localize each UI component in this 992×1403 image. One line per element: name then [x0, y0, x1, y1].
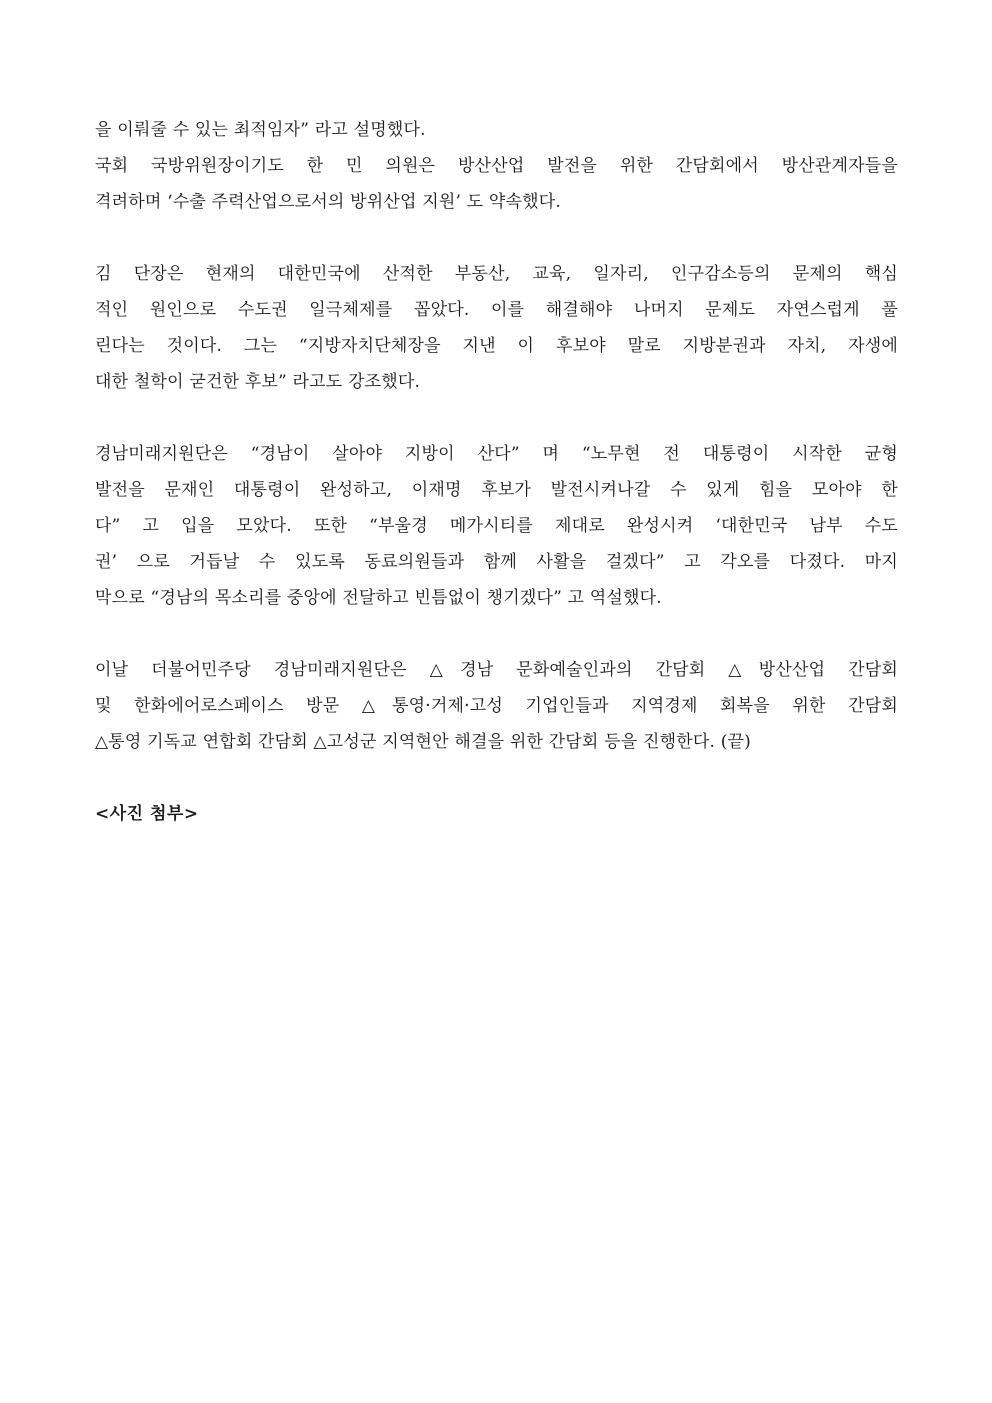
text-line: 권’ 으로 거듭날 수 있도록 동료의원들과 함께 사활을 걸겠다” 고 각오를 다졌다. 마지	[95, 552, 898, 572]
text-line: △통영 기독교 연합회 간담회 △고성군 지역현안 해결을 위한 간담회 등을 진행한다. (끝)	[95, 732, 751, 752]
paragraph-3	[95, 256, 898, 400]
paragraph-spacer	[95, 616, 898, 652]
text-line: 국회 국방위원장이기도 한 민 의원은 방산산업 발전을 위한 간담회에서 방산관계자들을	[95, 156, 898, 176]
paragraph-5	[95, 652, 898, 760]
text-line: 경남미래지원단은 “경남이 살아야 지방이 산다” 며 “노무현 전 대통령이 시작한 균형	[95, 444, 898, 464]
text-line: 다” 고 입을 모았다. 또한 “부울경 메가시티를 제대로 완성시켜 ‘대한민국 남부 수도	[95, 516, 898, 536]
text-line: 적인 원인으로 수도권 일극체제를 꼽았다. 이를 해결해야 나머지 문제도 자연스럽게 풀	[95, 300, 898, 320]
text-line: 린다는 것이다. 그는 “지방자치단체장을 지낸 이 후보야 말로 지방분권과 자치, 자생에	[95, 336, 898, 356]
paragraph-2	[95, 148, 898, 220]
text-line: 이날 더불어민주당 경남미래지원단은 △경남 문화예술인과의 간담회 △방산산업 간담회	[95, 660, 898, 680]
text-line: 김 단장은 현재의 대한민국에 산적한 부동산, 교육, 일자리, 인구감소등의 문제의 핵심	[95, 264, 898, 284]
text-line: 발전을 문재인 대통령이 완성하고, 이재명 후보가 발전시켜나갈 수 있게 힘을 모아야 한	[95, 480, 898, 500]
photo-attachment-heading: <사진 첨부>	[95, 804, 199, 824]
text-line: 막으로 “경남의 목소리를 중앙에 전달하고 빈틈없이 챙기겠다” 고 역설했다.	[95, 588, 662, 608]
paragraph-4	[95, 436, 898, 616]
paragraph-spacer	[95, 760, 898, 796]
text-line: 을 이뤄줄 수 있는 최적임자” 라고 설명했다.	[95, 120, 426, 140]
paragraph-spacer	[95, 220, 898, 256]
text-line: 및 한화에어로스페이스 방문 △통영·거제·고성 기업인들과 지역경제 회복을 위한 간담회	[95, 696, 898, 716]
paragraph-1	[95, 112, 898, 148]
text-line: 대한 철학이 굳건한 후보” 라고도 강조했다.	[95, 372, 421, 392]
document-body	[95, 112, 898, 832]
text-line: 격려하며 ‘수출 주력산업으로서의 방위산업 지원’ 도 약속했다.	[95, 192, 561, 212]
paragraph-spacer	[95, 400, 898, 436]
